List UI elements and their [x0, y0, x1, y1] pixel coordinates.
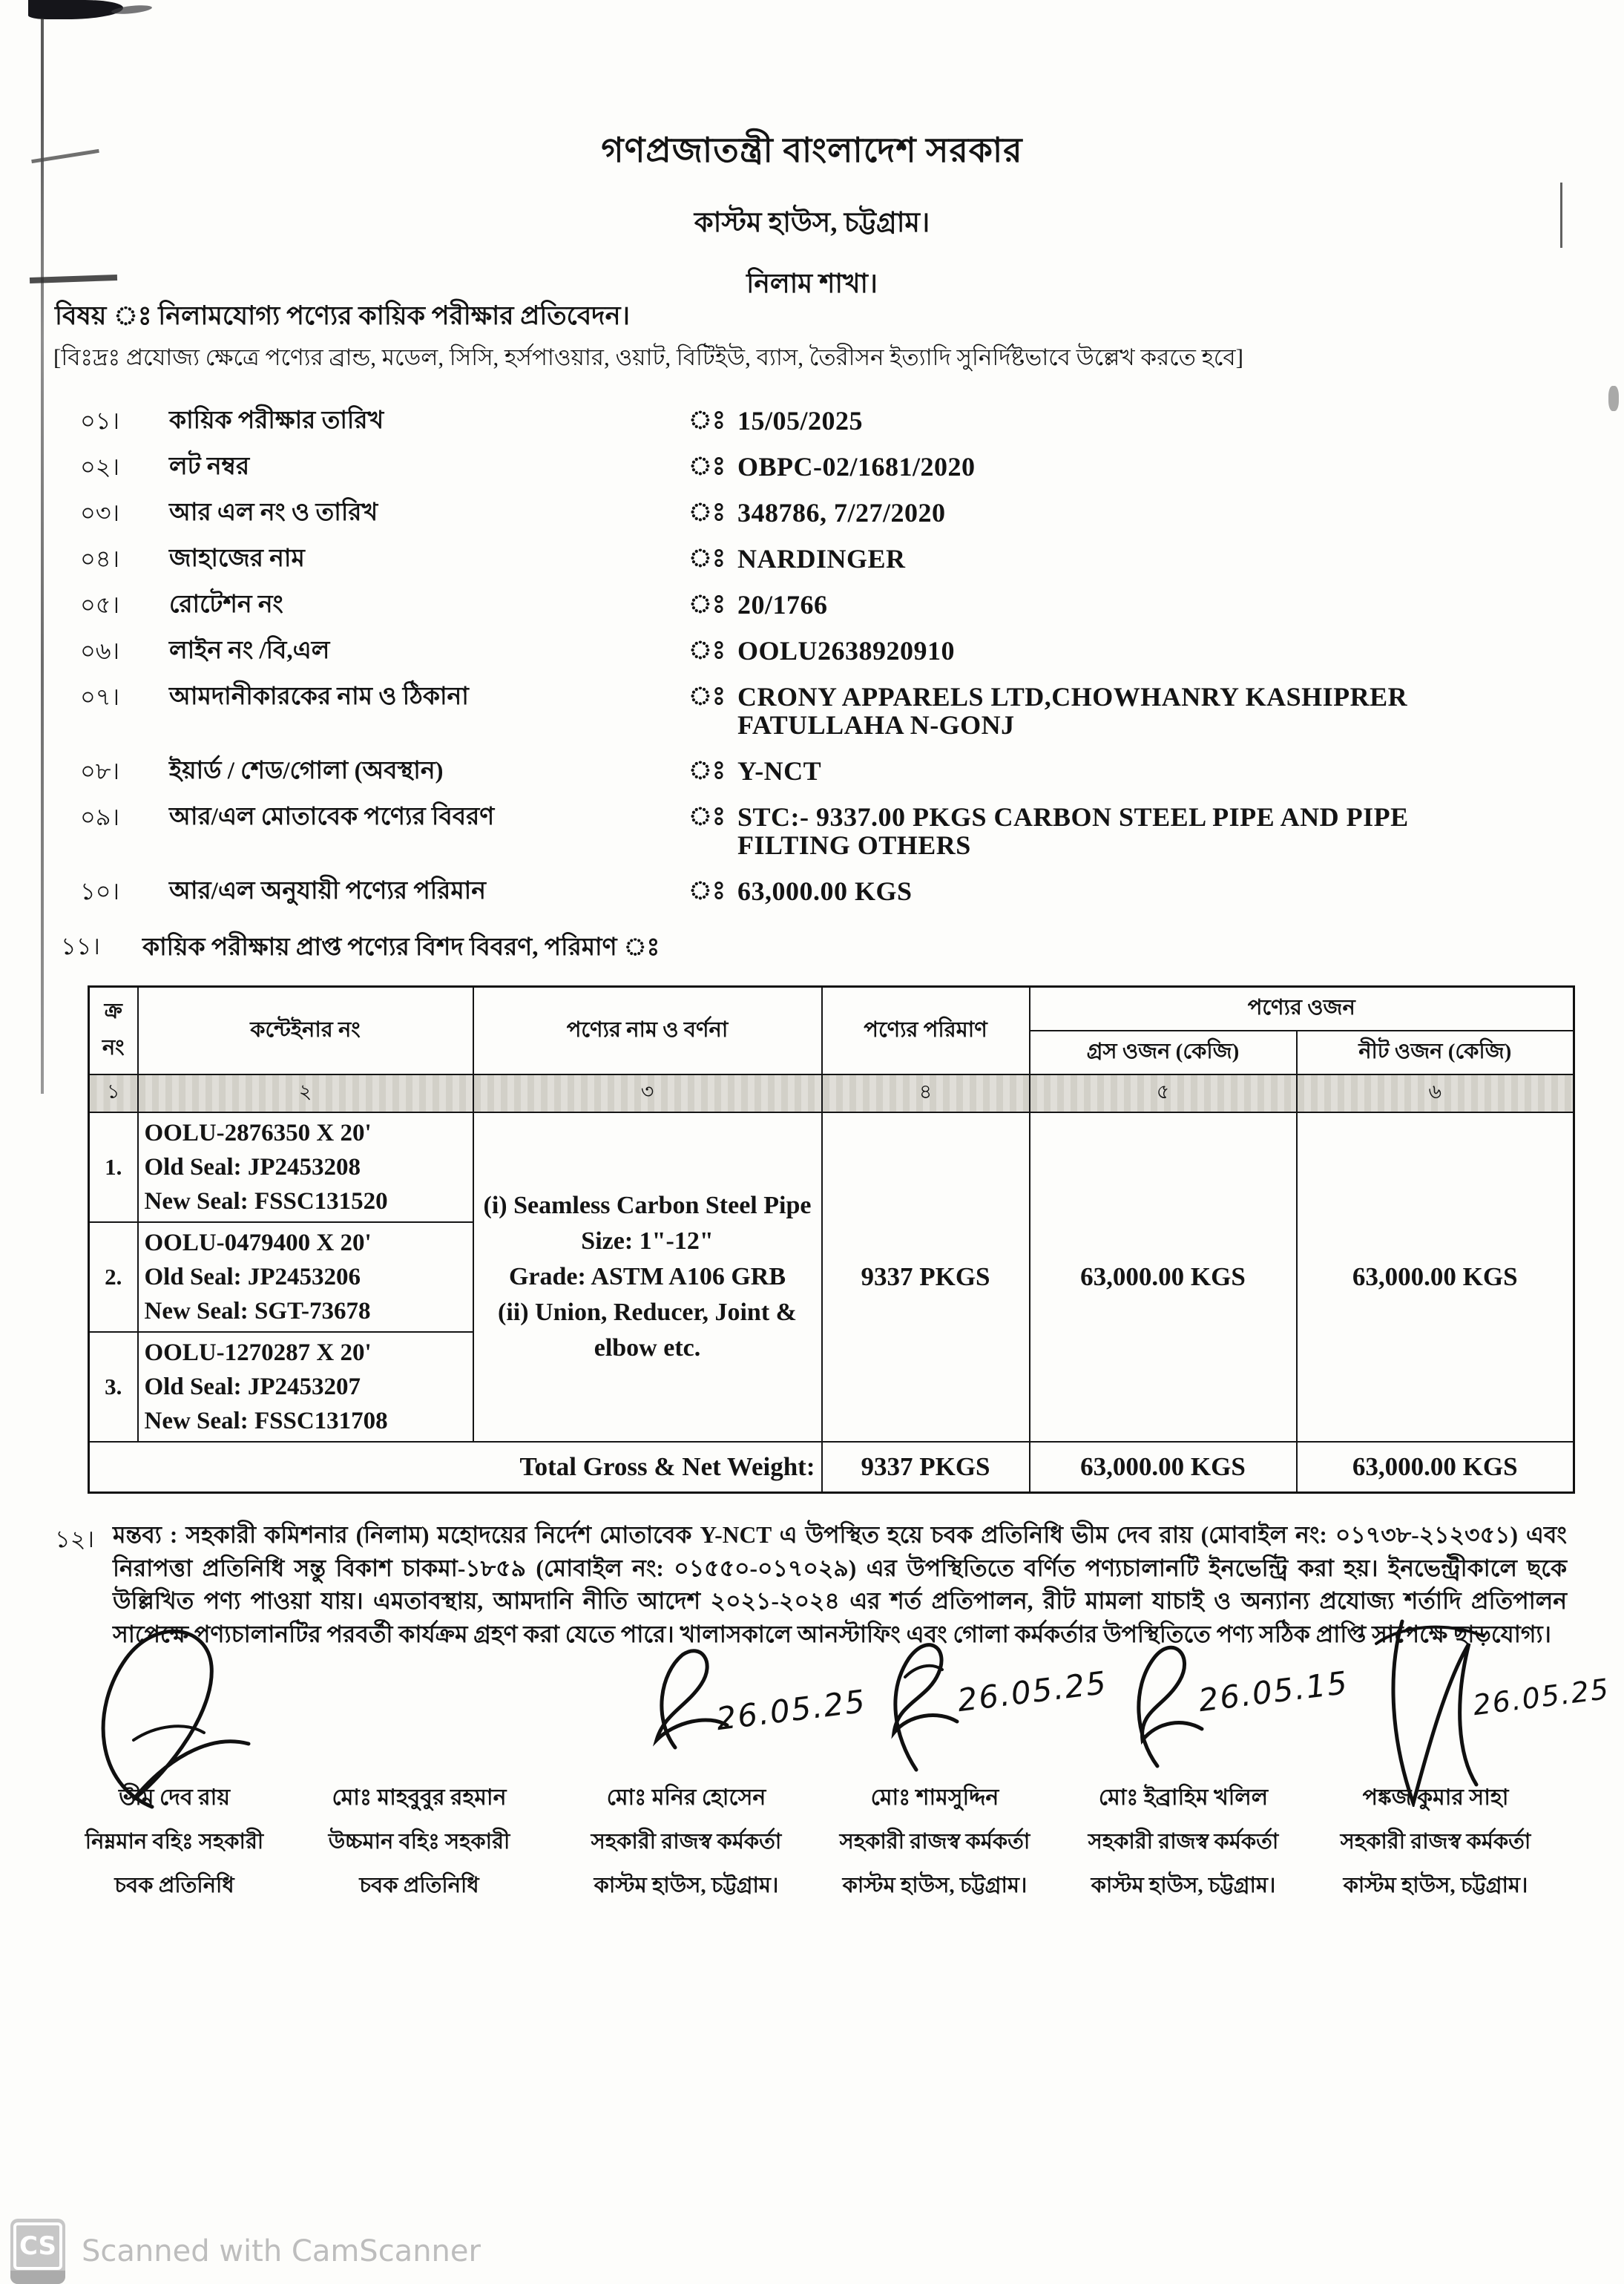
subject-line: বিষয় ঃ নিলামযোগ্য পণ্যের কায়িক পরীক্ষার প্রতিবেদন। [55, 301, 630, 330]
field-row-goods-description-rl [0, 803, 1624, 859]
description-line: (i) Seamless Carbon Steel Pipe [483, 1192, 812, 1219]
field-row-vessel-name [0, 545, 1624, 573]
field-serial: ০৮। [80, 758, 120, 784]
header-goods-weight: পণ্যের ওজন [1030, 987, 1574, 1031]
signature-block [1061, 1779, 1306, 1905]
signature-block [297, 1779, 542, 1905]
header-serial-no: ক্র নং [89, 987, 138, 1075]
signature-scribble [631, 1644, 734, 1755]
field-label: লট নম্বর [169, 453, 250, 480]
goods-description-cell [473, 1112, 822, 1442]
remarks-serial: ১২। [55, 1526, 95, 1552]
field-value: Y-NCT [737, 756, 822, 786]
field-label: জাহাজের নাম [169, 545, 305, 572]
camscanner-badge-icon [10, 2219, 65, 2284]
signer-organization: কাস্টম হাউস, চট্টগ্রাম। [842, 1874, 1028, 1897]
signature-block [70, 1779, 278, 1905]
handwritten-date: 26.05.25 [1471, 1672, 1612, 1722]
header-goods-description: পণ্যের নাম ও বর্ণনা [473, 987, 822, 1075]
note-line: [বিঃদ্রঃ প্রযোজ্য ক্ষেত্রে পণ্যের ব্রান্ড, মডেল, সিসি, হর্সপাওয়ার, ওয়াট, বিটিইউ, ব্যাস, তৈরীসন ইত্যাদি সুনির্দিষ্টভাবে উল্লেখ করতে হবে] [53, 344, 1243, 370]
header-goods-quantity: পণ্যের পরিমাণ [822, 987, 1030, 1075]
office-name: কাস্টম হাউস, চট্টগ্রাম। [694, 208, 930, 238]
signer-designation: সহকারী রাজস্ব কর্মকর্তা [591, 1830, 782, 1854]
field-value: 63,000.00 KGS [737, 876, 913, 906]
section-label: কায়িক পরীক্ষায় প্রাপ্ত পণ্যের বিশদ বিবরণ, পরিমাণ ঃ [142, 934, 660, 961]
new-seal: New Seal: FSSC131520 [144, 1188, 388, 1215]
total-gross-weight: 63,000.00 KGS [1030, 1442, 1297, 1493]
field-value: OOLU2638920910 [737, 636, 956, 666]
field-separator: ঃ [688, 637, 726, 664]
column-number: ৬ [1297, 1074, 1574, 1112]
section-serial: ১১। [61, 933, 100, 959]
new-seal: New Seal: SGT-73678 [144, 1298, 371, 1325]
signer-designation: সহকারী রাজস্ব কর্মকর্তা [1340, 1830, 1531, 1854]
signer-designation: সহকারী রাজস্ব কর্মকর্তা [839, 1830, 1030, 1854]
description-line: Size: 1"-12" [581, 1227, 714, 1255]
signer-name: মোঃ শামসুদ্দিন [870, 1785, 999, 1810]
handwritten-date: 26.05.25 [955, 1664, 1110, 1719]
handwritten-date: 26.05.15 [1196, 1664, 1351, 1719]
total-net-weight: 63,000.00 KGS [1297, 1442, 1574, 1493]
field-row-lot-number [0, 453, 1624, 481]
field-label: আমদানীকারকের নাম ও ঠিকানা [169, 683, 469, 710]
section-11-heading [0, 928, 1624, 969]
description-line: Grade: ASTM A106 GRB [508, 1263, 786, 1290]
signer-organization: কাস্টম হাউস, চট্টগ্রাম। [1343, 1874, 1528, 1897]
camscanner-watermark [10, 2219, 481, 2284]
old-seal: Old Seal: JP2453207 [144, 1374, 361, 1400]
quantity-cell: 9337 PKGS [822, 1112, 1030, 1442]
signer-designation: নিম্নমান বহিঃ সহকারী [85, 1830, 264, 1854]
signature-scribble [864, 1632, 961, 1773]
signature-scribble [1109, 1636, 1206, 1770]
field-serial: ০৪। [80, 545, 120, 572]
branch-name: নিলাম শাখা। [746, 269, 878, 298]
field-row-rl-number-date [0, 499, 1624, 527]
field-separator: ঃ [688, 877, 726, 905]
old-seal: Old Seal: JP2453208 [144, 1154, 361, 1181]
field-value: 20/1766 [737, 590, 828, 620]
signer-designation: সহকারী রাজস্ব কর্মকর্তা [1088, 1830, 1279, 1854]
field-row-rotation-number [0, 591, 1624, 619]
new-seal: New Seal: FSSC131708 [144, 1408, 388, 1434]
container-number: OOLU-2876350 X 20' [144, 1120, 372, 1146]
field-row-yard-shed-location [0, 757, 1624, 785]
field-serial: ০৩। [80, 499, 120, 526]
table-row [89, 1112, 1574, 1222]
field-label: রোটেশন নং [169, 591, 283, 618]
total-row [89, 1442, 1574, 1493]
field-separator: ঃ [688, 803, 726, 830]
column-number-row [89, 1074, 1574, 1112]
field-value: 348786, 7/27/2020 [737, 498, 946, 528]
signer-name: মোঃ মনির হোসেন [606, 1785, 766, 1810]
row-serial: 2. [89, 1222, 138, 1332]
government-title: গণপ্রজাতন্ত্রী বাংলাদেশ সরকার [601, 131, 1023, 169]
field-row-line-bl-number [0, 637, 1624, 665]
signer-designation: উচ্চমান বহিঃ সহকারী [328, 1830, 510, 1854]
field-label: আর/এল অনুযায়ী পণ্যের পরিমান [169, 878, 486, 905]
field-separator: ঃ [688, 683, 726, 710]
column-number: ১ [89, 1074, 138, 1112]
signature-block [564, 1779, 809, 1905]
cs-logo-text: CS [13, 2222, 62, 2270]
field-value: 15/05/2025 [737, 406, 864, 436]
container-cell [138, 1112, 473, 1222]
header-gross-weight: গ্রস ওজন (কেজি) [1030, 1031, 1297, 1074]
signer-name: মোঃ মাহবুবুর রহমান [332, 1785, 507, 1810]
field-label: কায়িক পরীক্ষার তারিখ [169, 407, 384, 434]
header-container-no: কন্টেইনার নং [138, 987, 473, 1075]
field-row-goods-quantity-rl [0, 877, 1624, 905]
column-number: ৩ [473, 1074, 822, 1112]
field-row-importer-name-address [0, 683, 1624, 739]
field-serial: ০৫। [80, 591, 120, 618]
cs-badge-foot [10, 2271, 65, 2284]
field-serial: ০৭। [80, 683, 120, 710]
container-number: OOLU-0479400 X 20' [144, 1230, 372, 1256]
field-separator: ঃ [688, 757, 726, 784]
total-label: Total Gross & Net Weight: [89, 1442, 822, 1493]
net-weight-cell: 63,000.00 KGS [1297, 1112, 1574, 1442]
signer-name: পঙ্কজ কুমার সাহা [1362, 1785, 1509, 1810]
signature-block [1309, 1779, 1562, 1905]
signer-organization: কাস্টম হাউস, চট্টগ্রাম। [1091, 1874, 1276, 1897]
column-number: ২ [138, 1074, 473, 1112]
description-line: (ii) Union, Reducer, Joint & elbow etc. [498, 1299, 797, 1362]
field-label: লাইন নং /বি,এল [169, 637, 330, 664]
field-separator: ঃ [688, 545, 726, 572]
field-value: STC:- 9337.00 PKGS CARBON STEEL PIPE AND PIPE FILTING OTHERS [737, 802, 1409, 860]
field-serial: ১০। [80, 878, 120, 905]
container-cell [138, 1332, 473, 1442]
document-body [0, 407, 1624, 1652]
column-number: ৪ [822, 1074, 1030, 1112]
field-label: আর/এল মোতাবেক পণ্যের বিবরণ [169, 804, 495, 830]
document-header [0, 125, 1624, 308]
gross-weight-cell: 63,000.00 KGS [1030, 1112, 1297, 1442]
row-serial: 1. [89, 1112, 138, 1222]
row-serial: 3. [89, 1332, 138, 1442]
signer-name: ভীম দেব রায় [118, 1785, 231, 1810]
camscanner-label: Scanned with CamScanner [82, 2234, 481, 2268]
field-value: CRONY APPARELS LTD,CHOWHANRY KASHIPRER FATULLAHA N-GONJ [737, 682, 1408, 740]
field-separator: ঃ [688, 499, 726, 526]
field-separator: ঃ [688, 591, 726, 618]
signer-name: মোঃ ইব্রাহিম খলিল [1098, 1785, 1269, 1810]
remarks-text: মন্তব্য : সহকারী কমিশনার (নিলাম) মহোদয়ের নির্দেশ মোতাবেক Y-NCT এ উপস্থিত হয়ে চবক প্রতিনিধি ভীম দেব রায় (মোবাইল নং: ০১৭৩৮-২১২৩৫১) এবং নিরাপত্তা প্রতিনিধি সন্তু বিকাশ চাকমা-১৮৫৯ (মোবাইল নং: ০১৫৫০-০১৭০২৯) এর উপস্থিতিতে বর্ণিত পণ্যচালানটি ইনভেন্ট্রি করা হয়। ইনভেন্ট্রীকালে ছকে উল্লিখিত পণ্য পাওয়া যায়। এমতাবস্থায়, আমদানি নীতি আদেশ ২০২১-২০২৪ এর শর্ত প্রতিপালন, রীট মামলা যাচাই ও অন্যান্য প্রযোজ্য শর্তাদি প্রতিপালন সাপেক্ষে পণ্যচালানটির পরবর্তী কার্যক্রম গ্রহণ করা যেতে পারে। খালাসকালে আনস্টাফিং এবং গোলা কর্মকর্তার উপস্থিতিতে পণ্য সঠিক প্রাপ্তি সাপেক্ষে ছাড়যোগ্য। [113, 1522, 1567, 1648]
goods-detail-table [88, 985, 1575, 1494]
signer-organization: কাস্টম হাউস, চট্টগ্রাম। [594, 1874, 779, 1897]
signer-organization: চবক প্রতিনিধি [114, 1874, 234, 1897]
field-row-exam-date [0, 407, 1624, 435]
column-number: ৫ [1030, 1074, 1297, 1112]
field-serial: ০৬। [80, 637, 120, 664]
field-serial: ০১। [80, 407, 120, 434]
field-separator: ঃ [688, 453, 726, 480]
old-seal: Old Seal: JP2453206 [144, 1264, 361, 1290]
field-label: আর এল নং ও তারিখ [169, 499, 378, 526]
container-cell [138, 1222, 473, 1332]
field-label: ইয়ার্ড / শেড/গোলা (অবস্থান) [169, 758, 444, 784]
container-number: OOLU-1270287 X 20' [144, 1339, 372, 1366]
field-value: NARDINGER [737, 544, 906, 574]
field-serial: ০২। [80, 453, 120, 480]
total-quantity: 9337 PKGS [822, 1442, 1030, 1493]
table-header-row [89, 987, 1574, 1031]
field-separator: ঃ [688, 407, 726, 434]
handwritten-date: 26.05.25 [714, 1682, 869, 1738]
scan-smudge [28, 0, 123, 19]
field-serial: ০৯। [80, 804, 120, 830]
signature-block [812, 1779, 1057, 1905]
field-value: OBPC-02/1681/2020 [737, 452, 976, 482]
signer-organization: চবক প্রতিনিধি [359, 1874, 479, 1897]
header-net-weight: নীট ওজন (কেজি) [1297, 1031, 1574, 1074]
